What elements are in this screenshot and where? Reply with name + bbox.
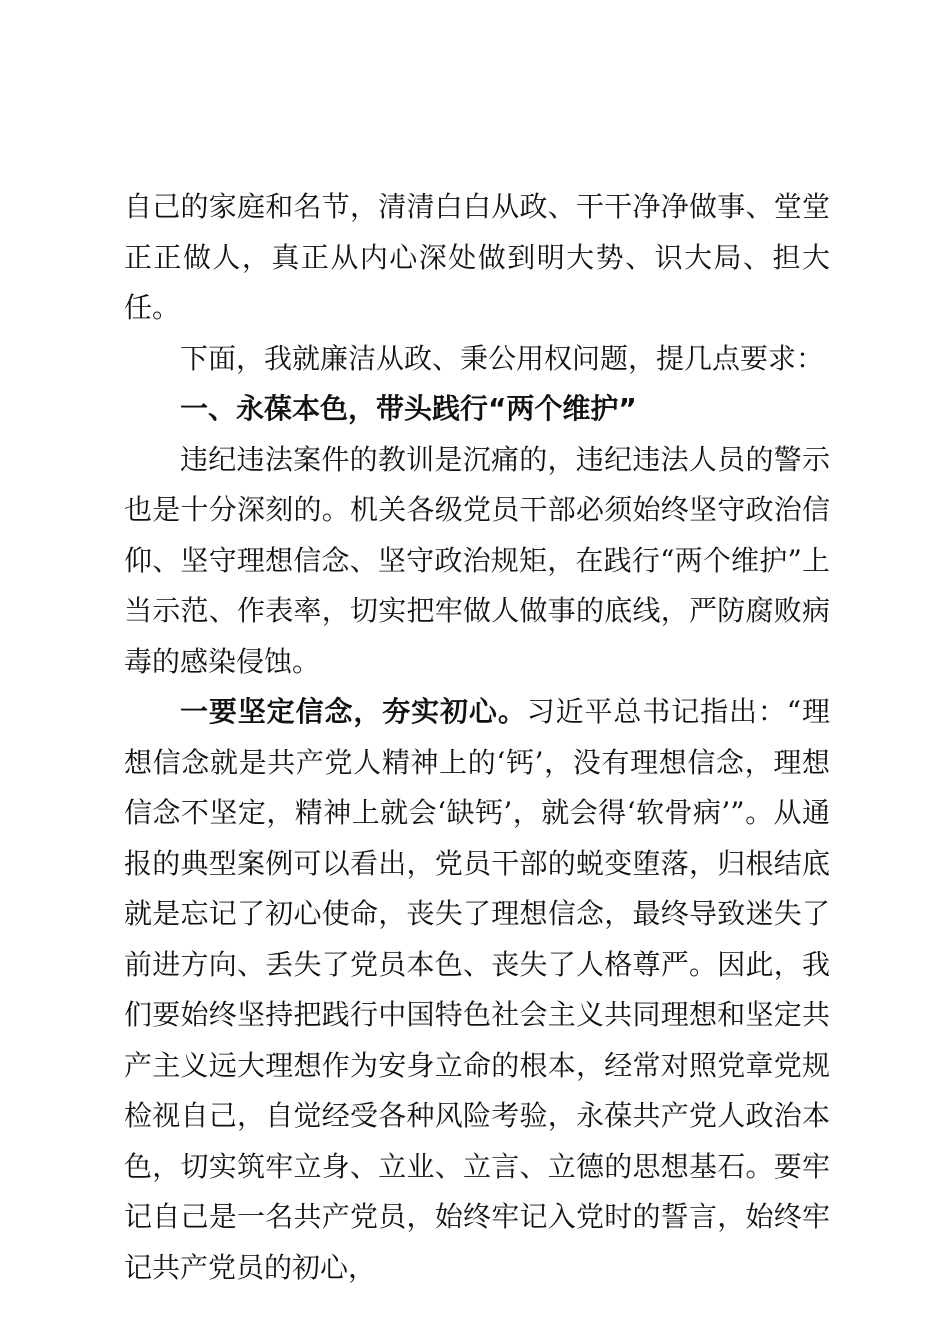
paragraph-intro: 下面，我就廉洁从政、秉公用权问题，提几点要求：: [180, 341, 825, 375]
section-heading: 一、永葆本色，带头践行“两个维护”: [180, 392, 637, 425]
paragraph-point-one: [124, 687, 830, 1293]
document-body: [124, 182, 830, 1293]
point-body-text: 习近平总书记指出：“理想信念就是共产党人精神上的‘钙’，没有理想信念，理想信念不坚定，精神上就会‘缺钙’，就会得‘软骨病’”。从通报的典型案例可以看出，党员干部的蜕变堕落，归根结底就是忘记了初心使命，丧失了理想信念，最终导致迷失了前进方向、丢失了党员本色、丧失了人格尊严。因此，我们要始终坚持把践行中国特色社会主义共同理想和坚定共产主义远大理想作为安身立命的根本，经常对照党章党规检视自己，自觉经受各种风险考验，永葆共产党人政治本色，切实筑牢立身、立业、立言、立德的思想基石。要牢记自己是一名共产党员，始终牢记入党时的誓言，始终牢记共产党员的初心，: [124, 695, 830, 1284]
paragraph-section-body: 违纪违法案件的教训是沉痛的，违纪违法人员的警示也是十分深刻的。机关各级党员干部必须始终坚守政治信仰、坚守理想信念、坚守政治规矩，在践行“两个维护”上当示范、作表率，切实把牢做人做事的底线，严防腐败病毒的感染侵蚀。: [124, 442, 830, 678]
point-lead-text: 一要坚定信念，夯实初心。: [180, 695, 527, 728]
paragraph-continuation: 自己的家庭和名节，清清白白从政、干干净净做事、堂堂正正做人，真正从内心深处做到明大势、识大局、担大任。: [124, 190, 830, 324]
